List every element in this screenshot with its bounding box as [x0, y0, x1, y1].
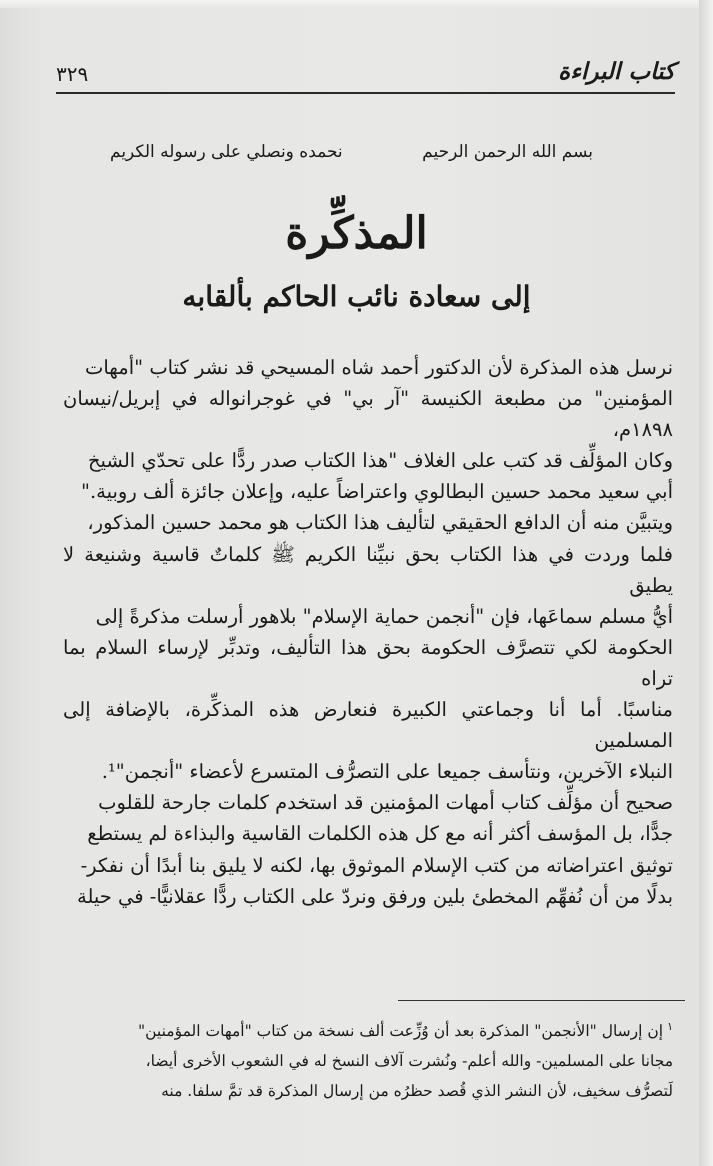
body-text: [63, 352, 673, 912]
footnote-line: [63, 1012, 673, 1046]
running-title: كتاب البراءة: [558, 58, 675, 85]
body-line: توثيق اعتراضاته من كتب الإسلام الموثوق بها، لكنه لا يليق بنا أبدًا أن نفكر-: [80, 853, 673, 877]
body-line: أيُّ مسلم سماعَها، فإن "أنجمن حماية الإسلام" بلاهور أرسلت مذكرةً إلى: [95, 604, 673, 628]
body-line: وكان المؤلِّف قد كتب على الغلاف "هذا الكتاب صدر ردًّا على تحدّي الشيخ: [87, 449, 673, 473]
footnote-line: مجانا على المسلمين- والله أعلم- ونُشرت آلاف النسخ له في الشعوب الأخرى أيضا،: [145, 1052, 673, 1071]
praise-line: نحمده ونصلي على رسوله الكريم: [110, 142, 343, 162]
basmala: بسم الله الرحمن الرحيم: [422, 142, 593, 162]
footnote-text: إن إرسال "الأنجمن" المذكرة بعد أن وُزِّعت ألف نسخة من كتاب "أمهات المؤمنين": [138, 1022, 664, 1041]
body-line: جدًّا، بل المؤسف أكثر أنه مع كل هذه الكلمات القاسية والبذاءة لم يستطع: [87, 822, 673, 846]
body-line: النبلاء الآخرين، ونتأسف جميعا على التصرُّف المتسرع لأعضاء "أنجمن"¹.: [101, 760, 673, 784]
body-line: صحيح أن مؤلِّف كتاب أمهات المؤمنين قد استخدم كلمات جارحة للقلوب: [98, 791, 673, 815]
body-line: ويتبيَّن منه أن الدافع الحقيقي لتأليف هذا الكتاب هو محمد حسين المذكور،: [87, 511, 673, 535]
body-line: الحكومة لكي تتصرَّف الحكومة بحق هذا التأليف، وتدبِّر لإرساء السلام بما تراه: [63, 635, 673, 690]
body-line: نرسل هذه المذكرة لأن الدكتور أحمد شاه المسيحي قد نشر كتاب "أمهات: [85, 356, 673, 379]
header-rule: [56, 92, 675, 94]
footnote-marker: ١: [667, 1020, 673, 1033]
body-line: المؤمنين" من مطبعة الكنيسة "آر بي" في غوجرانواله في إبريل/نيسان ١٨٩٨م،: [63, 387, 673, 442]
page-header: [56, 56, 675, 96]
page-number: ٣٢٩: [56, 62, 89, 86]
body-line: بدلًا من أن نُفهِّم المخطئ بلين ورفق ونردّ على الكتاب ردًّا عقلانيًّا- في حيلة: [76, 884, 673, 908]
page-subtitle: إلى سعادة نائب الحاكم بألقابه: [182, 280, 531, 313]
body-line: أبي سعيد محمد حسين البطالوي واعتراضاً عليه، وإعلان جائزة ألف روبية.": [80, 480, 673, 504]
page-title: المذكِّرة: [285, 208, 428, 259]
footnote-rule: [398, 1000, 685, 1001]
footnotes: [63, 1012, 673, 1106]
opening-invocation: [110, 142, 593, 174]
footnote-line: لَتصرُّف سخيف، لأن النشر الذي قُصد حظرُه من إرسال المذكرة قد تمَّ سلفا. منه: [161, 1082, 673, 1101]
page-spine-shadow: [699, 0, 713, 1166]
body-line: فلما وردت في هذا الكتاب بحق نبيِّنا الكريم ﷺ كلماتٌ قاسية وشنيعة لا يطيق: [63, 542, 673, 597]
page-top-edge: [0, 0, 713, 8]
body-line: مناسبًا. أما أنا وجماعتي الكبيرة فنعارض هذه المذكِّرة، بالإضافة إلى المسلمين: [63, 698, 674, 753]
